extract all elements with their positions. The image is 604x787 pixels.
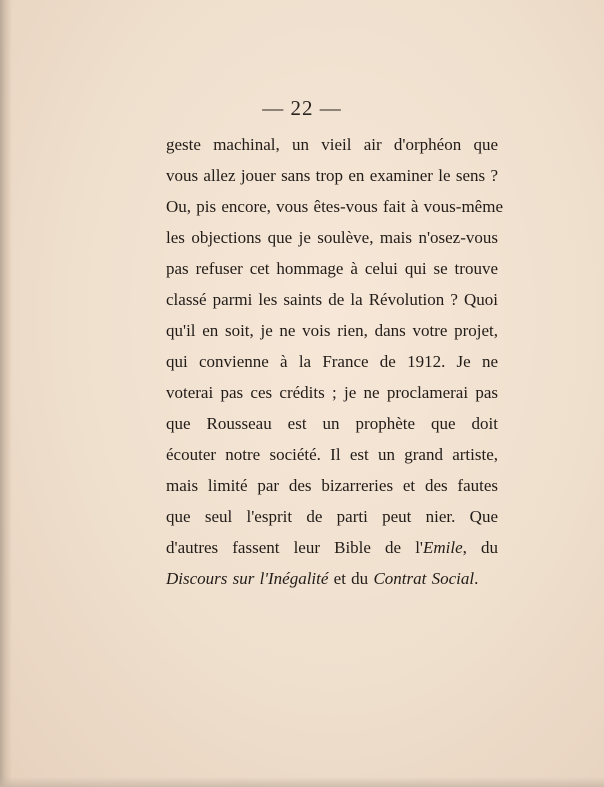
text-run: d'autres fassent leur Bible de l'	[166, 538, 423, 557]
text-line: qui convienne à la France de 1912. Je ne	[166, 352, 498, 371]
italic-title-contrat: Contrat Social	[373, 569, 475, 588]
text-line: qu'il en soit, je ne vois rien, dans votre projet,	[166, 321, 498, 340]
text-line: vous allez jouer sans trop en examiner le sens ?	[166, 166, 498, 185]
text-line: écouter notre société. Il est un grand artiste,	[166, 445, 498, 464]
page-number: — 22 —	[262, 96, 342, 120]
text-line: Ou, pis encore, vous êtes-vous fait à vous-même	[166, 197, 503, 216]
text-line: classé parmi les saints de la Révolution ? Quoi	[166, 290, 498, 309]
text-line: que seul l'esprit de parti peut nier. Que	[166, 507, 498, 526]
text-line: voterai pas ces crédits ; je ne proclamerai pas	[166, 383, 498, 402]
text-run: et du	[328, 569, 374, 588]
text-line: que Rousseau est un prophète que doit	[166, 414, 498, 433]
italic-title-discours: Discours sur l'Inégalité	[166, 569, 329, 588]
text-run: , du	[462, 538, 499, 557]
body-text	[166, 129, 503, 594]
text-line: mais limité par des bizarreries et des fautes	[166, 476, 498, 495]
text-line: les objections que je soulève, mais n'osez-vous	[166, 228, 498, 247]
text-line: geste machinal, un vieil air d'orphéon que	[166, 135, 498, 154]
italic-title-emile: Emile	[423, 538, 463, 557]
page-bottom-edge	[0, 777, 604, 787]
text-line	[166, 563, 498, 594]
text-run: .	[474, 569, 479, 588]
text-line: pas refuser cet hommage à celui qui se trouve	[166, 259, 498, 278]
text-line	[166, 532, 498, 563]
